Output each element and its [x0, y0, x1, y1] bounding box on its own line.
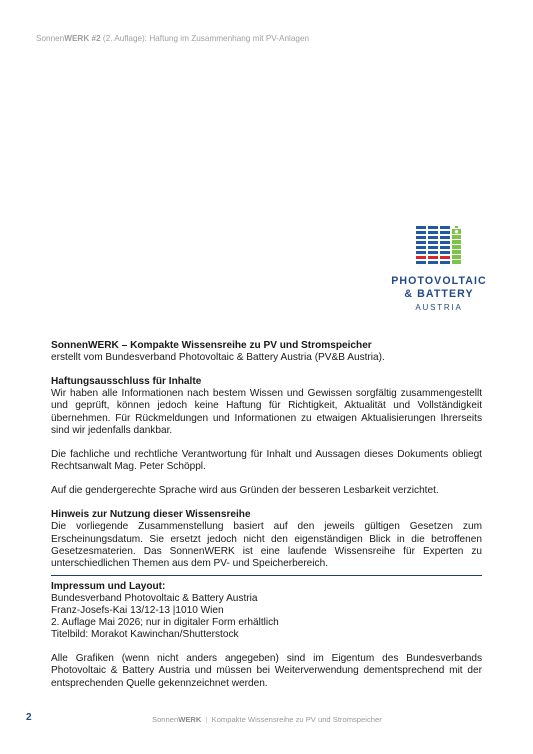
battery-panel-icon	[416, 226, 462, 266]
legal-notice	[51, 340, 482, 690]
intro-title: SonnenWERK – Kompakte Wissensreihe zu PV und Stromspeicher	[51, 340, 372, 351]
disclaimer-paragraph-1: Wir haben alle Informationen nach bestem Wissen und Gewissen sorgfältig zusammengestellt und geprüft, können jedoch keine Haftung für Richtigkeit, Aktualität und Vollständigkeit übernehmen. Für Rückmeldungen und Informationen zu etwaigen Aktualisierungen Ihrerseits sind wir jedenfalls dankbar.	[51, 388, 482, 436]
imprint-title: Impressum und Layout:	[51, 580, 166, 592]
disclaimer-paragraph-3: Auf die gendergerechte Sprache wird aus Gründen der besseren Lesbarkeit verzichtet.	[51, 485, 439, 497]
usage-text: Die vorliegende Zusammenstellung basiert auf den jeweils gültigen Gesetzen zum Erscheinungsdatum. Sie ersetzt jedoch nicht den eigenständigen Blick in die betroffenen Gesetzesmaterien. Das SonnenWERK ist eine laufende Wissensreihe für Experten zu unterschiedlichen Themen aus dem PV- und Speicherbereich.	[51, 521, 482, 569]
footer-brand-prefix: Sonnen	[152, 715, 179, 724]
section-divider	[51, 575, 482, 576]
running-header	[36, 34, 309, 43]
imprint-line: Franz-Josefs-Kai 13/12-13 |1010 Wien	[51, 604, 224, 616]
imprint-line: Titelbild: Morakot Kawinchan/Shutterstock	[51, 629, 239, 641]
footer-brand-bold: WERK	[178, 715, 202, 724]
usage-title: Hinweis zur Nutzung dieser Wissensreihe	[51, 509, 251, 521]
logo-text-line2: & BATTERY	[404, 288, 474, 300]
imprint-line: 2. Auflage Mai 2026; nur in digitaler Form erhältlich	[51, 617, 279, 629]
header-title: (2. Auflage): Haftung im Zusammenhang mit PV-Anlagen	[100, 34, 310, 43]
disclaimer-title: Haftungsausschluss für Inhalte	[51, 376, 202, 388]
disclaimer-paragraph-2: Die fachliche und rechtliche Verantwortung für Inhalt und Aussagen dieses Dokuments obliegt Rechtsanwalt Mag. Peter Schöppl.	[51, 448, 482, 472]
graphics-note: Alle Grafiken (wenn nicht anders angegeben) sind im Eigentum des Bundesverbands Photovoltaic & Battery Austria und müssen bei Weiterverwendung dementsprechend mit der entsprechenden Quelle gekennzeichnet werden.	[51, 653, 482, 689]
header-brand-prefix: Sonnen	[36, 34, 65, 43]
imprint-line: Bundesverband Photovoltaic & Battery Austria	[51, 592, 258, 604]
page-number: 2	[26, 712, 32, 723]
pvb-austria-logo	[384, 226, 494, 313]
logo-text-line1: PHOTOVOLTAIC	[391, 275, 487, 287]
footer-separator: |	[205, 715, 208, 724]
header-brand-bold: WERK #2	[64, 34, 101, 43]
logo-text-line3: AUSTRIA	[415, 303, 463, 312]
intro-text: erstellt vom Bundesverband Photovoltaic & Battery Austria (PV&B Austria).	[51, 352, 385, 364]
running-footer	[152, 715, 382, 724]
footer-text: Kompakte Wissensreihe zu PV und Stromspeicher	[211, 715, 382, 724]
